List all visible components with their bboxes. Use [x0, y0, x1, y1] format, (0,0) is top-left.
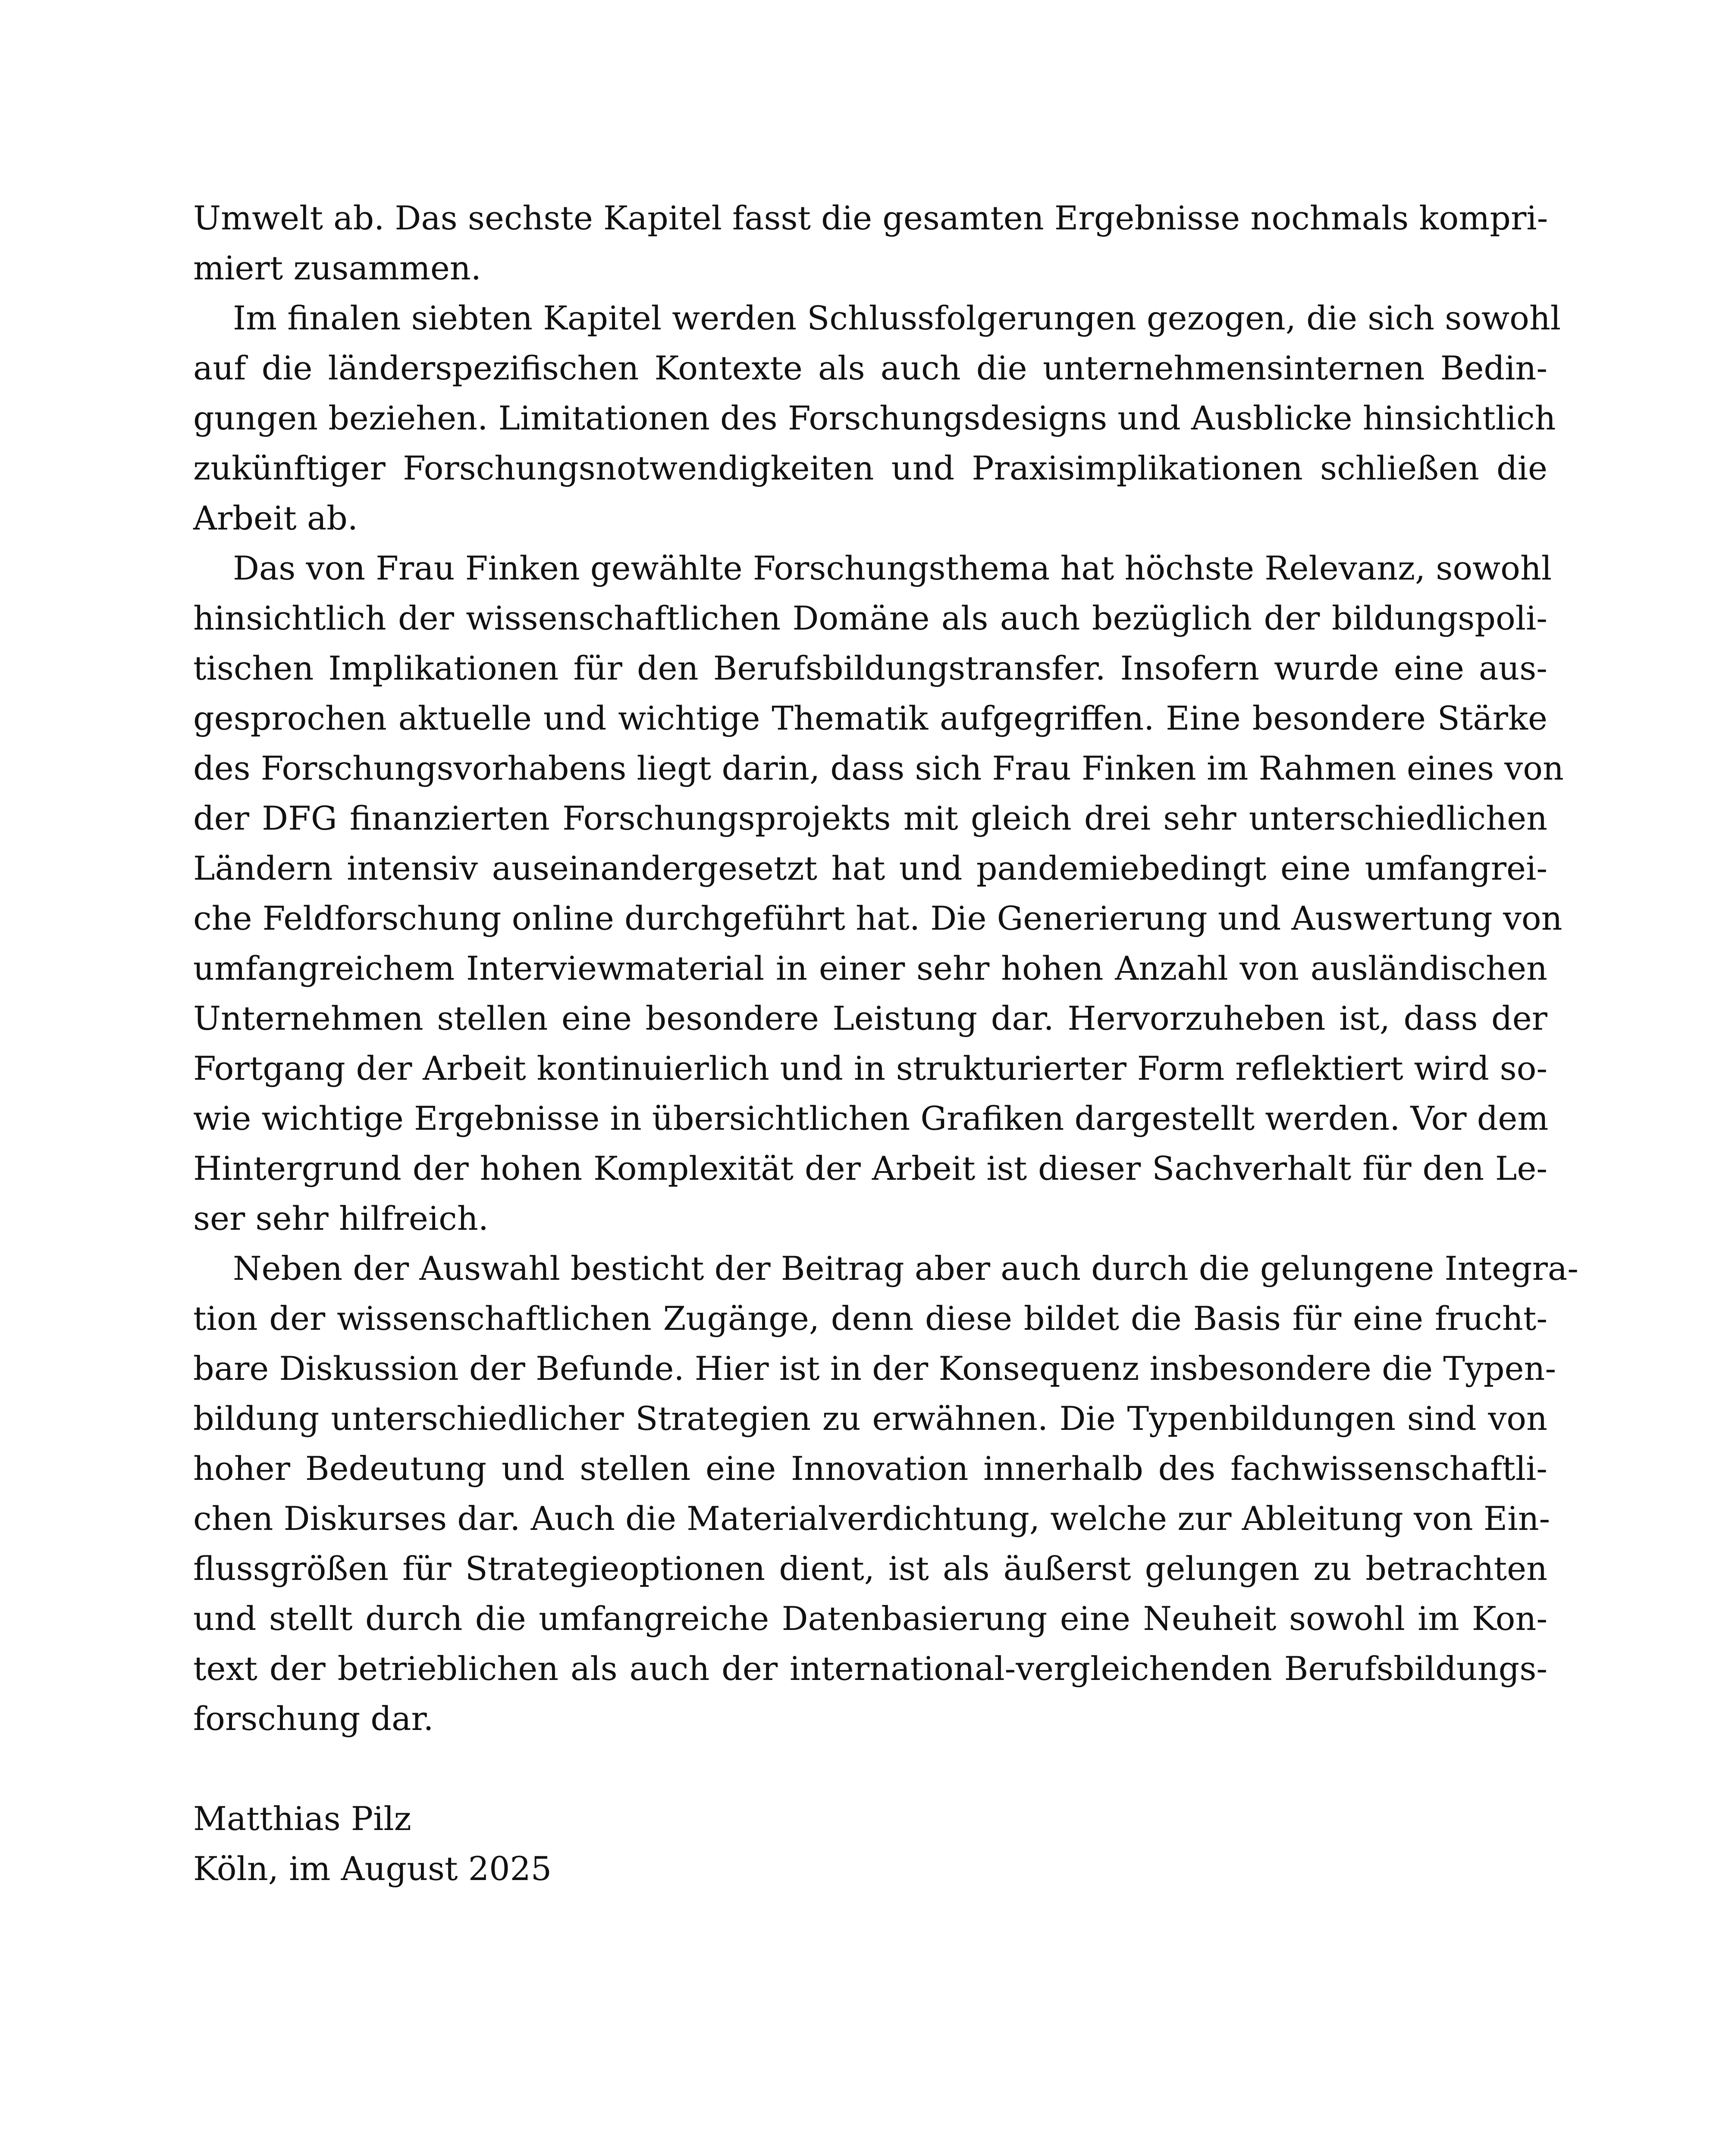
text-line: der DFG finanzierten Forschungsprojekts mit gleich drei sehr unterschiedlichen [193, 799, 1547, 837]
text-line: miert zusammen. [193, 249, 481, 287]
text-line: umfangreichem Interviewmaterial in einer sehr hohen Anzahl von ausländischen [193, 949, 1547, 987]
text-line: text der betrieblichen als auch der international-vergleichenden Berufsbildungs- [193, 1649, 1547, 1688]
text-line: Im finalen siebten Kapitel werden Schlussfolgerungen gezogen, die sich sowohl [233, 299, 1561, 337]
signature-block [193, 1794, 1547, 1894]
text-line: tischen Implikationen für den Berufsbildungstransfer. Insofern wurde eine aus- [193, 649, 1547, 687]
text-line: Ländern intensiv auseinandergesetzt hat und pandemiebedingt eine umfangrei- [193, 849, 1547, 887]
text-line: forschung dar. [193, 1699, 434, 1738]
text-line: Arbeit ab. [193, 499, 358, 537]
signature-name: Matthias Pilz [193, 1799, 411, 1838]
signature-place-date: Köln, im August 2025 [193, 1849, 552, 1888]
text-line: Fortgang der Arbeit kontinuierlich und in strukturierter Form reflektiert wird so- [193, 1049, 1547, 1087]
text-line: wie wichtige Ergebnisse in übersichtlichen Grafiken dargestellt werden. Vor dem [193, 1099, 1549, 1138]
text-line: hinsichtlich der wissenschaftlichen Domäne als auch bezüglich der bildungspoli- [193, 599, 1547, 637]
text-line: zukünftiger Forschungsnotwendigkeiten und Praxisimplikationen schließen die [193, 449, 1547, 487]
text-line: und stellt durch die umfangreiche Datenbasierung eine Neuheit sowohl im Kon- [193, 1599, 1547, 1638]
text-line: Unternehmen stellen eine besondere Leistung dar. Hervorzuheben ist, dass der [193, 999, 1547, 1037]
text-line: gesprochen aktuelle und wichtige Thematik aufgegriffen. Eine besondere Stärke [193, 699, 1547, 737]
text-line: tion der wissenschaftlichen Zugänge, denn diese bildet die Basis für eine frucht- [193, 1299, 1547, 1338]
text-line: flussgrößen für Strategieoptionen dient, ist als äußerst gelungen zu betrachten [193, 1549, 1547, 1588]
paragraph [193, 543, 1564, 1244]
paragraph [193, 293, 1561, 543]
document-page [193, 193, 1578, 1894]
text-line: Neben der Auswahl besticht der Beitrag aber auch durch die gelungene Integra- [233, 1249, 1578, 1288]
text-line: chen Diskurses dar. Auch die Materialverdichtung, welche zur Ableitung von Ein- [193, 1499, 1550, 1538]
text-line: bare Diskussion der Befunde. Hier ist in der Konsequenz insbesondere die Typen- [193, 1349, 1556, 1388]
text-line: hoher Bedeutung und stellen eine Innovation innerhalb des fachwissenschaftli- [193, 1449, 1547, 1488]
paragraph [193, 1244, 1578, 1744]
text-line: gungen beziehen. Limitationen des Forschungsdesigns und Ausblicke hinsichtlich [193, 399, 1556, 437]
text-line: ser sehr hilfreich. [193, 1199, 489, 1238]
paragraph [193, 193, 1547, 293]
text-line: auf die länderspezifischen Kontexte als auch die unternehmensinternen Bedin- [193, 349, 1547, 387]
text-line: Hintergrund der hohen Komplexität der Arbeit ist dieser Sachverhalt für den Le- [193, 1149, 1547, 1188]
text-line: bildung unterschiedlicher Strategien zu erwähnen. Die Typenbildungen sind von [193, 1399, 1547, 1438]
text-line: des Forschungsvorhabens liegt darin, dass sich Frau Finken im Rahmen eines von [193, 749, 1564, 787]
text-line: Umwelt ab. Das sechste Kapitel fasst die gesamten Ergebnisse nochmals kompri- [193, 199, 1548, 237]
text-line: Das von Frau Finken gewählte Forschungsthema hat höchste Relevanz, sowohl [233, 549, 1552, 587]
text-line: che Feldforschung online durchgeführt hat. Die Generierung und Auswertung von [193, 899, 1563, 937]
